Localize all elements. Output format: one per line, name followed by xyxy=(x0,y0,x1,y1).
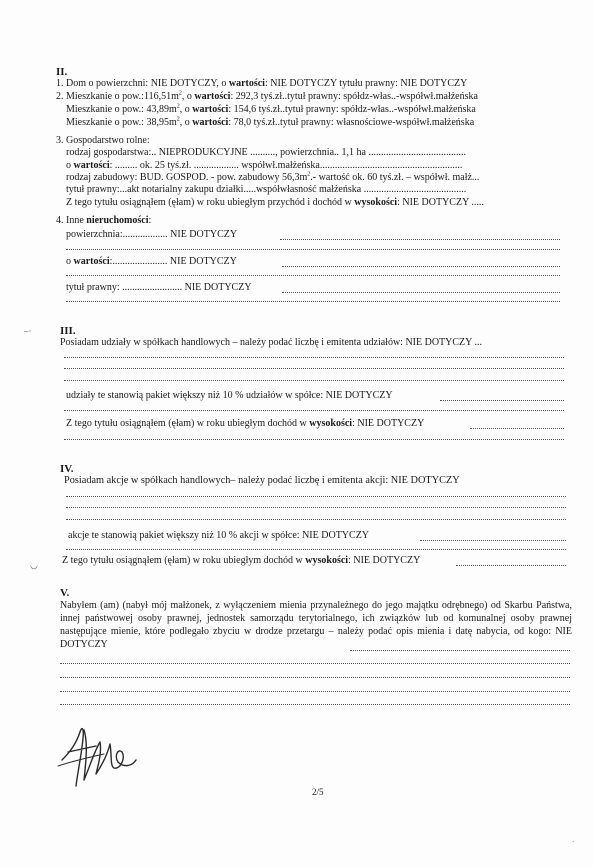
dotted-line xyxy=(470,428,564,429)
dotted-line xyxy=(64,368,564,369)
shares-stake-line: udziały te stanowią pakiet większy niż 10 % udziałów w spółce: NIE DOTYCZY xyxy=(66,390,393,401)
stocks-line: Posiadam akcje w spółkach handlowych– należy podać liczbę i emitenta akcji: NIE DOTYCZY xyxy=(64,475,460,486)
dotted-line xyxy=(60,663,570,664)
dotted-line xyxy=(64,380,564,381)
dotted-line xyxy=(282,266,560,267)
farm-title-line: tytuł prawny:...akt notarialny zakupu działki.....współwłasność małżeńska ......................................... xyxy=(66,184,467,195)
dotted-line xyxy=(420,540,566,541)
dotted-line xyxy=(60,691,570,692)
dotted-line xyxy=(64,439,564,440)
section-iii-heading: III. xyxy=(60,325,76,337)
farm-heading: 3. Gospodarstwo rolne: xyxy=(56,135,150,146)
dotted-line xyxy=(440,400,564,401)
dotted-line xyxy=(66,301,560,302)
farm-value-line: o wartości: ......... ok. 25 tyś.zł. .................. współwł.małżeńska......................................................... xyxy=(66,160,463,171)
dotted-line xyxy=(350,650,570,651)
dotted-line xyxy=(60,677,570,678)
other-property-area-line: powierzchnia:.................. NIE DOTYCZY xyxy=(66,229,238,240)
scan-mark: ◡ xyxy=(30,560,38,570)
acquired-property-paragraph: Nabyłem (am) (nabył mój małżonek, z wyłączeniem mienia przynależnego do jego majątku odrębnego) od Skarbu Państwa, innej państwowej osoby prawnej, jednostek samorządu terytorialnego, ich związków lub od komunalnej osoby prawnej następujące mienie, które podlegało zbyciu w drodze przetargu – należy podać opis mienia i datę nabycia, od kogo: NIE DOTYCZY xyxy=(60,600,572,650)
apartment-2-line: Mieszkanie o pow.: $43,89m^2$, o wartości: 154,6 tyś.zł..tytuł prawny: spółdz-włas..-współwł.małżeńska xyxy=(66,103,476,115)
apartment-3-line: Mieszkanie o pow.: $38,95m^2$, o wartości: 78,0 tyś.zł..tytuł prawny: własnościowe-współwł.małżeńska xyxy=(66,116,475,128)
farm-type-line: rodzaj gospodarstwa:.. NIEPRODUKCYJNE .........., powierzchnia.. 1,1 ha ....................................... xyxy=(66,147,466,158)
section-ii-heading: II. xyxy=(56,66,68,78)
shares-line: Posiadam udziały w spółkach handlowych – należy podać liczbę i emitenta udziałów: NIE DOTYCZY ... xyxy=(60,337,483,348)
dotted-line xyxy=(66,519,566,520)
section-v-heading: V. xyxy=(60,587,70,599)
dotted-line xyxy=(66,549,566,550)
dotted-line xyxy=(66,507,566,508)
page-number: 2/5 xyxy=(312,787,324,797)
dotted-line xyxy=(280,239,560,240)
other-property-heading: 4. Inne nieruchomości: xyxy=(56,215,152,226)
dotted-line xyxy=(66,496,566,497)
shares-income-line: Z tego tytułu osiągnąłem (ęłam) w roku ubiegłym dochód w wysokości: NIE DOTYCZY xyxy=(66,418,425,429)
stocks-stake-line: akcje te stanowią pakiet większy niż 10 % akcji w spółce: NIE DOTYCZY xyxy=(68,530,370,541)
other-property-title-line: tytuł prawny: ........................ NIE DOTYCZY xyxy=(66,282,252,293)
stocks-income-line: Z tego tytułu osiągnąłem (ęłam) w roku ubiegłym dochód w wysokości: NIE DOTYCZY xyxy=(62,555,421,566)
dotted-line xyxy=(64,357,564,358)
apartment-1-line: 2. Mieszkanie o $pow.:116,51m^2$, o wartości: 292,3 tyś.zł..tytuł prawny: spółdz-włas..-współwł.małżeńska xyxy=(56,90,478,102)
scan-mark: · xyxy=(572,838,575,846)
farm-buildings-line: rodzaj zabudowy: BUD. GOSPOD. - pow. zabudowy $56,3m^2.-$ wartość ok. 60 tyś.zł. – współwł. małż... xyxy=(66,171,480,183)
dotted-line xyxy=(64,410,564,411)
farm-income-line: Z tego tytułu osiągnąłem (ęłam) w roku ubiegłym przychód i dochód w wysokości: NIE DOTYCZY ..... xyxy=(66,197,484,208)
handwritten-signature xyxy=(56,722,146,790)
dotted-line xyxy=(66,249,560,250)
other-property-value-line: o wartości:...................... NIE DOTYCZY xyxy=(66,256,237,267)
dotted-line xyxy=(66,275,560,276)
dotted-line xyxy=(456,565,566,566)
dotted-line xyxy=(60,704,570,705)
house-line: 1. Dom o powierzchni: NIE DOTYCZY, o wartości: NIE DOTYCZY tytułu prawny: NIE DOTYCZY xyxy=(56,78,468,89)
scan-mark: –· xyxy=(24,326,32,336)
section-iv-heading: IV. xyxy=(60,463,74,475)
dotted-line xyxy=(282,292,560,293)
